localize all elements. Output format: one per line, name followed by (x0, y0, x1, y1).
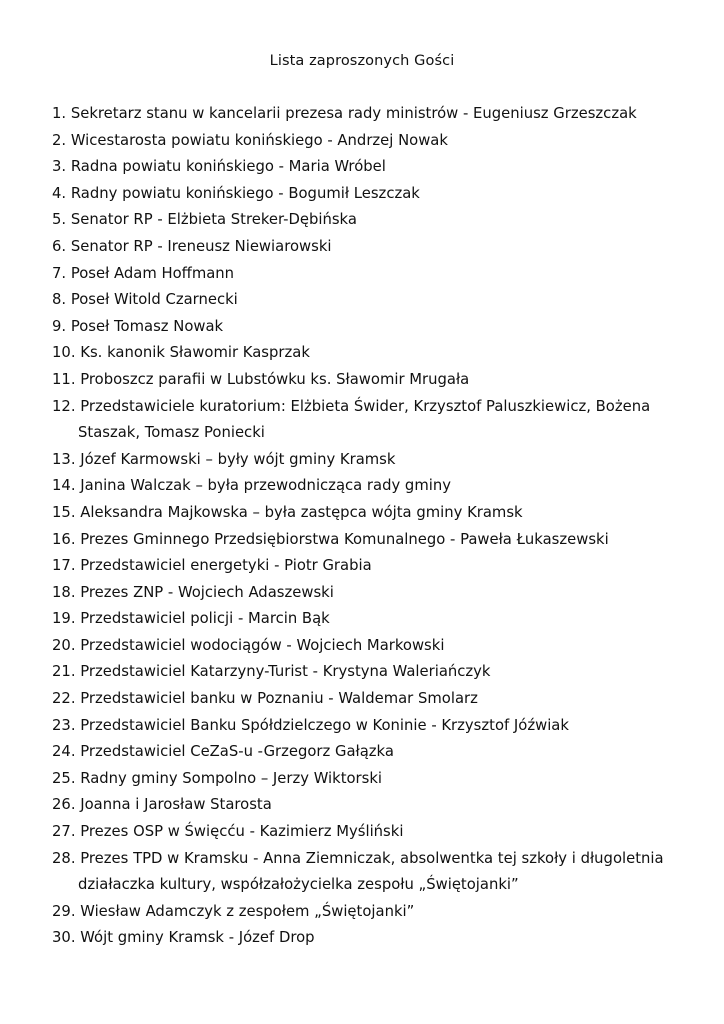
list-item (52, 394, 692, 447)
list-item-number: 10. (52, 344, 76, 362)
list-item-number: 14. (52, 477, 76, 495)
list-item-number: 2. (52, 131, 67, 149)
list-item-text: Przedstawiciel wodociągów - Wojciech Markowski (80, 636, 445, 654)
list-item (52, 553, 692, 580)
list-item-number: 21. (52, 663, 76, 681)
list-item-text: Poseł Adam Hoffmann (70, 264, 235, 282)
list-item (52, 261, 692, 288)
list-item-text: Poseł Tomasz Nowak (70, 317, 224, 335)
list-item-text: Prezes ZNP - Wojciech Adaszewski (80, 583, 334, 601)
list-item-number: 18. (52, 583, 76, 601)
list-item-number: 26. (52, 796, 76, 814)
list-item (52, 686, 692, 713)
list-item-number: 6. (52, 237, 67, 255)
list-item (52, 580, 692, 607)
list-item-text: Wiesław Adamczyk z zespołem „Świętojanki” (80, 902, 415, 920)
list-item-number: 19. (52, 610, 76, 628)
list-item-number: 1. (52, 105, 67, 122)
list-item-text: Przedstawiciel energetyki - Piotr Grabia (80, 557, 372, 575)
list-item (52, 473, 692, 500)
list-item-text: Senator RP - Elżbieta Streker-Dębińska (70, 211, 357, 229)
list-item (52, 792, 692, 819)
list-item-text: Radna powiatu konińskiego - Maria Wróbel (70, 158, 386, 176)
list-item (52, 766, 692, 793)
list-item-number: 9. (52, 317, 67, 335)
list-item-number: 3. (52, 158, 67, 176)
list-item-number: 27. (52, 823, 76, 841)
list-item (52, 713, 692, 740)
list-item (52, 101, 692, 128)
list-item (52, 925, 692, 952)
list-item-text: Radny powiatu konińskiego - Bogumił Leszczak (70, 184, 420, 202)
list-item-text: Radny gminy Sompolno – Jerzy Wiktorski (80, 769, 383, 787)
list-item-text: Przedstawiciel banku w Poznaniu - Waldemar Smolarz (80, 690, 478, 708)
list-item (52, 500, 692, 527)
list-item (52, 447, 692, 474)
list-item-number: 23. (52, 716, 76, 734)
list-item-text: Przedstawiciel Katarzyny-Turist - Krystyna Waleriańczyk (80, 663, 491, 681)
list-item-number: 7. (52, 264, 67, 282)
list-item-number: 20. (52, 636, 76, 654)
list-item-text: Ks. kanonik Sławomir Kasprzak (80, 344, 310, 362)
page-title: Lista zaproszonych Gości (269, 53, 455, 69)
list-item-text: Proboszcz parafii w Lubstówku ks. Sławomir Mrugała (80, 370, 470, 388)
list-item (52, 181, 692, 208)
list-item-number: 12. (52, 397, 76, 415)
list-item-number: 29. (52, 902, 76, 920)
list-item (52, 128, 692, 155)
list-item (52, 314, 692, 341)
list-item (52, 739, 692, 766)
list-item-text: Wójt gminy Kramsk - Józef Drop (80, 929, 315, 947)
list-item-number: 30. (52, 929, 76, 947)
list-item-number: 25. (52, 769, 76, 787)
list-item-number: 4. (52, 184, 67, 202)
list-item-number: 5. (52, 211, 67, 229)
list-item-text: Prezes Gminnego Przedsiębiorstwa Komunalnego - Paweła Łukaszewski (80, 530, 609, 548)
list-item-number: 11. (52, 370, 76, 388)
list-item-number: 13. (52, 450, 76, 468)
list-item-text: Wicestarosta powiatu konińskiego - Andrzej Nowak (70, 131, 448, 149)
list-item (52, 899, 692, 926)
list-item-number: 24. (52, 743, 76, 761)
list-item-text: Joanna i Jarosław Starosta (80, 796, 272, 814)
list-item-text: Senator RP - Ireneusz Niewiarowski (70, 237, 332, 255)
list-item-text: Poseł Witold Czarnecki (70, 291, 238, 309)
list-item-text: Prezes TPD w Kramsku - Anna Ziemniczak, absolwentka tej szkoły i długoletnia działaczka kultury, współzałożycielka zespołu „Świętojanki” (78, 849, 664, 894)
list-item (52, 633, 692, 660)
list-item (52, 287, 692, 314)
list-item (52, 659, 692, 686)
list-item-text: Janina Walczak – była przewodnicząca rady gminy (80, 477, 451, 495)
list-item (52, 527, 692, 554)
list-item (52, 367, 692, 394)
list-item-text: Przedstawiciele kuratorium: Elżbieta Świder, Krzysztof Paluszkiewicz, Bożena Staszak, Tomasz Poniecki (78, 397, 651, 442)
list-item-text: Józef Karmowski – były wójt gminy Kramsk (80, 450, 396, 468)
list-item-text: Przedstawiciel CeZaS-u -Grzegorz Gałązka (80, 743, 394, 761)
list-item (52, 606, 692, 633)
list-item-number: 22. (52, 690, 76, 708)
list-item-text: Sekretarz stanu w kancelarii prezesa rady ministrów - Eugeniusz Grzeszczak (70, 105, 637, 122)
list-item (52, 340, 692, 367)
list-item (52, 819, 692, 846)
guest-list (52, 101, 692, 952)
list-item-number: 17. (52, 557, 76, 575)
list-item-text: Aleksandra Majkowska – była zastępca wójta gminy Kramsk (80, 503, 523, 521)
list-item-text: Przedstawiciel policji - Marcin Bąk (80, 610, 330, 628)
list-item-number: 16. (52, 530, 76, 548)
list-item-number: 8. (52, 291, 67, 309)
list-item-number: 28. (52, 849, 76, 867)
list-item (52, 234, 692, 261)
list-item (52, 154, 692, 181)
list-item-text: Przedstawiciel Banku Spółdzielczego w Koninie - Krzysztof Jóźwiak (80, 716, 569, 734)
list-item-number: 15. (52, 503, 76, 521)
list-item (52, 846, 692, 899)
list-item (52, 207, 692, 234)
list-item-text: Prezes OSP w Święcću - Kazimierz Myśliński (80, 823, 404, 841)
